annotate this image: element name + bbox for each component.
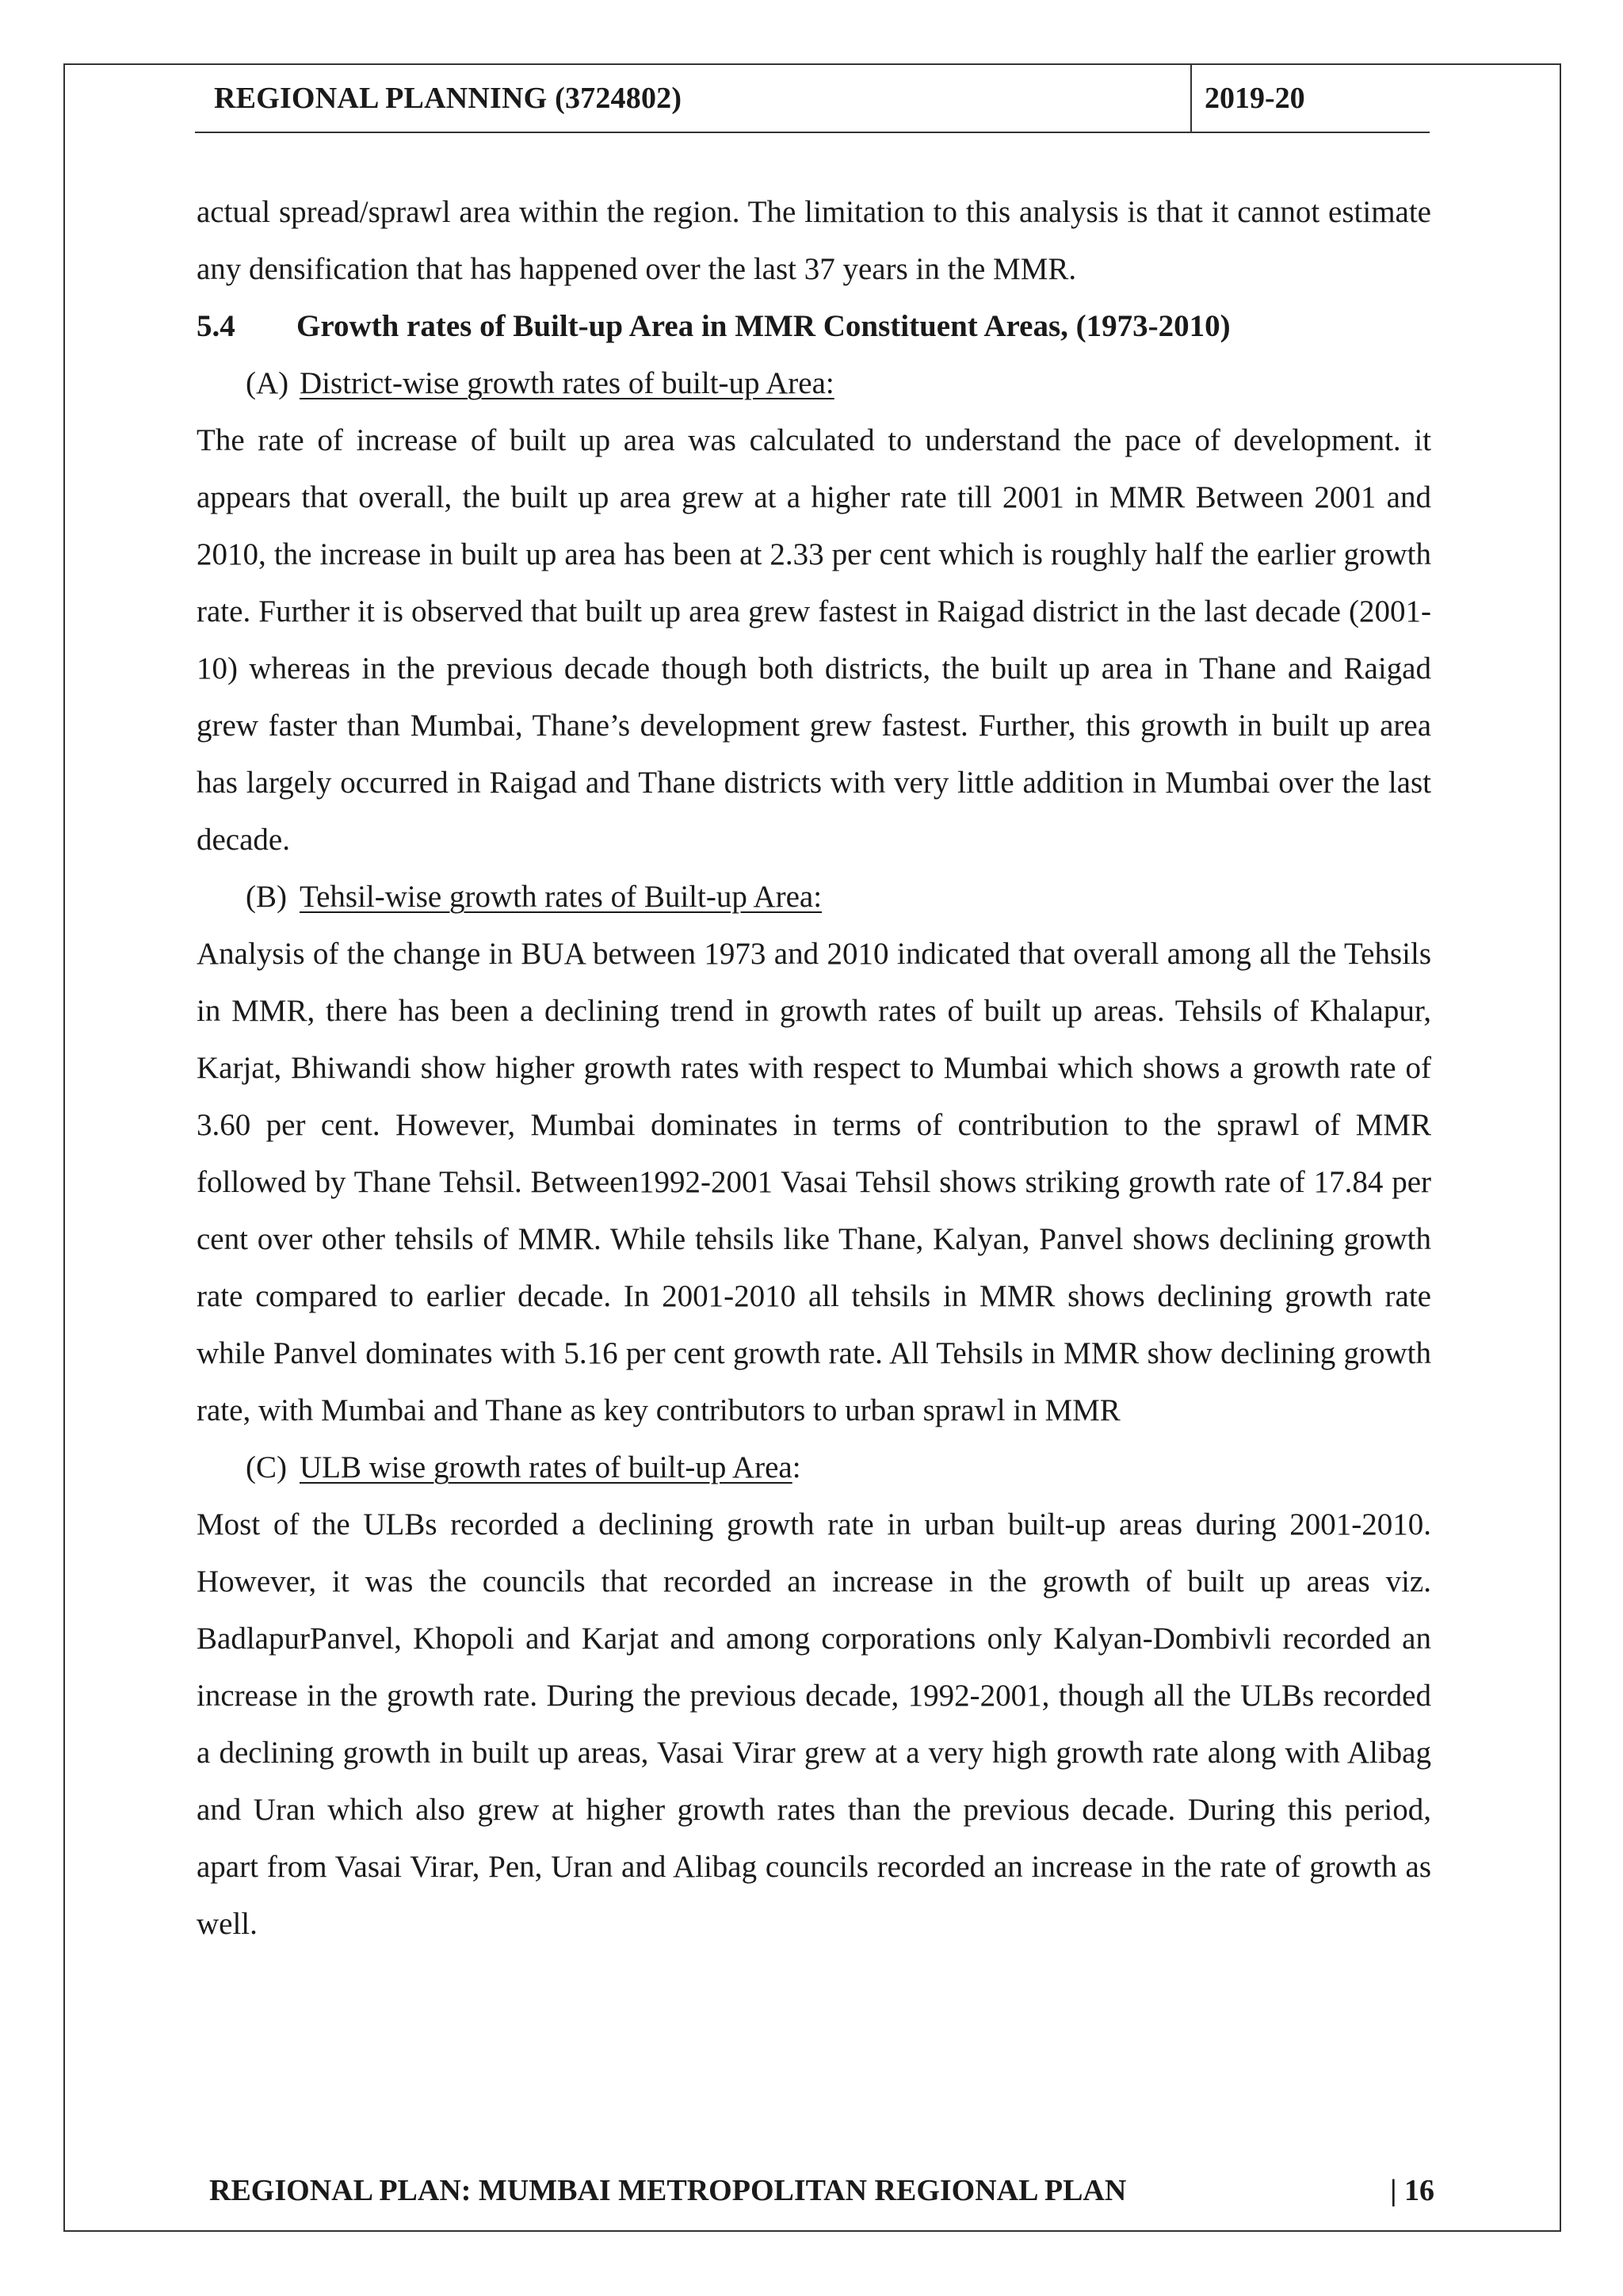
subsection-c-heading xyxy=(197,1439,1431,1496)
header-title: REGIONAL PLANNING (3724802) xyxy=(214,82,682,115)
header-divider xyxy=(1190,65,1192,132)
subsection-a-mark: (A) xyxy=(246,366,289,400)
section-heading xyxy=(197,298,1431,355)
footer-title: REGIONAL PLAN: MUMBAI METROPOLITAN REGIONAL PLAN xyxy=(209,2174,1127,2207)
subsection-a-heading xyxy=(197,355,1431,412)
page-header xyxy=(195,65,1430,133)
subsection-b-title: Tehsil-wise growth rates of Built-up Area: xyxy=(300,880,823,914)
subsection-b-mark: (B) xyxy=(246,880,287,914)
main-content xyxy=(197,184,1431,1953)
subsection-c-paragraph: Most of the ULBs recorded a declining growth rate in urban built-up areas during 2001-2010. However, it was the councils that recorded an increase in the growth of built up areas viz. BadlapurPanvel, Khopoli and Karjat and among corporations only Kalyan-Dombivli recorded an increase in the growth rate. During the previous decade, 1992-2001, though all the ULBs recorded a declining growth in built up areas, Vasai Virar grew at a very high growth rate along with Alibag and Uran which also grew at higher growth rates than the previous decade. During this period, apart from Vasai Virar, Pen, Uran and Alibag councils recorded an increase in the rate of growth as well. xyxy=(197,1507,1431,1941)
subsection-a-title: District-wise growth rates of built-up Area: xyxy=(300,366,834,400)
page-number: | 16 xyxy=(1390,2174,1434,2207)
section-number: 5.4 xyxy=(197,309,235,343)
subsection-a-paragraph: The rate of increase of built up area was calculated to understand the pace of development. it appears that overall, the built up area grew at a higher rate till 2001 in MMR Between 2001 and 2010, the increase in built up area has been at 2.33 per cent which is roughly half the earlier growth rate. Further it is observed that built up area grew fastest in Raigad district in the last decade (2001-10) whereas in the previous decade though both districts, the built up area in Thane and Raigad grew faster than Mumbai, Thane’s development grew fastest. Further, this growth in built up area has largely occurred in Raigad and Thane districts with very little addition in Mumbai over the last decade. xyxy=(197,423,1431,857)
subsection-b-heading xyxy=(197,869,1431,926)
subsection-c-title: ULB wise growth rates of built-up Area xyxy=(300,1450,792,1484)
subsection-b-paragraph: Analysis of the change in BUA between 1973 and 2010 indicated that overall among all the Tehsils in MMR, there has been a declining trend in growth rates of built up areas. Tehsils of Khalapur, Karjat, Bhiwandi show higher growth rates with respect to Mumbai which shows a growth rate of 3.60 per cent. However, Mumbai dominates in terms of contribution to the sprawl of MMR followed by Thane Tehsil. Between1992-2001 Vasai Tehsil shows striking growth rate of 17.84 per cent over other tehsils of MMR. While tehsils like Thane, Kalyan, Panvel shows declining growth rate compared to earlier decade. In 2001-2010 all tehsils in MMR shows declining growth rate while Panvel dominates with 5.16 per cent growth rate. All Tehsils in MMR show declining growth rate, with Mumbai and Thane as key contributors to urban sprawl in MMR xyxy=(197,937,1431,1427)
intro-paragraph: actual spread/sprawl area within the region. The limitation to this analysis is that it cannot estimate any densification that has happened over the last 37 years in the MMR. xyxy=(197,195,1431,286)
subsection-c-colon: : xyxy=(792,1450,801,1484)
subsection-c-mark: (C) xyxy=(246,1450,287,1484)
header-year: 2019-20 xyxy=(1205,82,1305,115)
section-title: Growth rates of Built-up Area in MMR Constituent Areas, (1973-2010) xyxy=(296,309,1231,343)
